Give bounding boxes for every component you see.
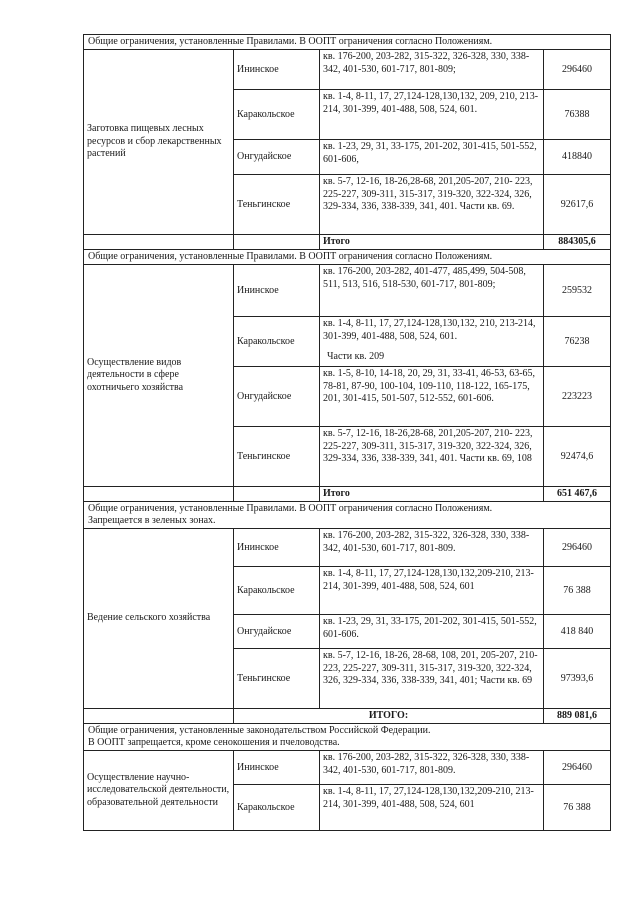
section-note-line1: Общие ограничения, установленные законодательством Российской Федерации. [88,725,431,736]
section-note-line2: В ООПТ запрещается, кроме сенокошения и пчеловодства. [88,737,340,748]
area-cell: 296460 [544,529,611,567]
district-cell: Каракольское [234,785,320,831]
table-row [84,265,611,317]
quarters-cell: кв. 5-7, 12-16, 18-26,28-68, 201,205-207, 210- 223, 225-227, 309-311, 315-317, 319-320, 322-324, 326, 329-334, 336, 338-339, 341, 401. Части кв. 69, 108 [320,427,544,487]
area-cell: 296460 [544,50,611,90]
area-cell: 76 388 [544,567,611,615]
table-row [84,751,611,785]
section-note [84,502,611,529]
quarters-cell: кв. 1-4, 8-11, 17, 27,124-128,130,132,209-210, 213-214, 301-399, 401-488, 508, 524, 601 [320,785,544,831]
area-cell: 259532 [544,265,611,317]
total-value: 651 467,6 [544,487,611,502]
activity-cell: Осуществление видов деятельности в сфере охотничьего хозяйства [84,265,234,487]
section-note: Общие ограничения, установленные Правилами. В ООПТ ограничения согласно Положениям. [84,35,611,50]
section-note-row [84,502,611,529]
area-cell: 76 388 [544,785,611,831]
section-note: Общие ограничения, установленные Правилами. В ООПТ ограничения согласно Положениям. [84,250,611,265]
district-cell: Ининское [234,751,320,785]
district-cell: Каракольское [234,567,320,615]
area-cell: 418 840 [544,615,611,649]
district-cell: Онгудайское [234,367,320,427]
quarters-cell: кв. 176-200, 203-282, 315-322, 326-328, 330, 338-342, 401-530, 601-717, 801-809. [320,751,544,785]
total-row [84,235,611,250]
quarters-cell: кв. 176-200, 203-282, 315-322, 326-328, 330, 338-342, 401-530, 601-717, 801-809. [320,529,544,567]
total-label: Итого [320,487,544,502]
area-cell: 92617,6 [544,175,611,235]
area-cell: 223223 [544,367,611,427]
district-cell: Теньгинское [234,649,320,709]
total-value: 889 081,6 [544,709,611,724]
table-row [84,50,611,90]
forest-use-table [83,34,611,831]
district-cell: Ининское [234,529,320,567]
section-note-line1: Общие ограничения, установленные Правилами. В ООПТ ограничения согласно Положениям. [88,503,493,514]
section-note-line2: Запрещается в зеленых зонах. [88,515,216,526]
area-cell: 92474,6 [544,427,611,487]
quarters-cell: кв. 1-5, 8-10, 14-18, 20, 29, 31, 33-41, 46-53, 63-65, 78-81, 87-90, 100-104, 109-110, 118-122, 165-175, 201, 301-415, 501-507, 512-552, 601-606. [320,367,544,427]
area-cell: 76238 [544,317,611,367]
quarters-cell: кв. 176-200, 203-282, 401-477, 485,499, 504-508, 511, 513, 516, 518-530, 601-717, 801-809; [320,265,544,317]
quarters-cell: кв. 176-200, 203-282, 315-322, 326-328, 330, 338-342, 401-530, 601-717, 801-809; [320,50,544,90]
total-label: ИТОГО: [234,709,544,724]
quarters-cell [320,317,544,367]
district-cell: Ининское [234,50,320,90]
section-note-row [84,35,611,50]
total-row [84,487,611,502]
district-cell: Каракольское [234,317,320,367]
area-cell: 76388 [544,90,611,140]
quarters-cell: кв. 5-7, 12-16, 18-26, 28-68, 108, 201, 205-207, 210-223, 225-227, 309-311, 315-317, 319-320, 322-324, 326, 329-334, 336, 338-339, 341, 401; Части кв. 69 [320,649,544,709]
activity-cell: Заготовка пищевых лесных ресурсов и сбор лекарственных растений [84,50,234,235]
quarters-cell: кв. 5-7, 12-16, 18-26,28-68, 201,205-207, 210- 223, 225-227, 309-311, 315-317, 319-320, 322-324, 326, 329-334, 336, 338-339, 341, 401. Части кв. 69. [320,175,544,235]
quarters-extra: Части кв. 209 [327,351,385,362]
section-note [84,724,611,751]
section-note-row [84,250,611,265]
area-cell: 418840 [544,140,611,175]
quarters-cell: кв. 1-23, 29, 31, 33-175, 201-202, 301-415, 501-552, 601-606. [320,615,544,649]
quarters-cell: кв. 1-4, 8-11, 17, 27,124-128,130,132,209-210, 213-214, 301-399, 401-488, 508, 524, 601 [320,567,544,615]
activity-cell: Осуществление научно-исследовательской деятельности, образовательной деятельности [84,751,234,831]
table-row [84,529,611,567]
district-cell: Ининское [234,265,320,317]
total-value: 884305,6 [544,235,611,250]
activity-cell: Ведение сельского хозяйства [84,529,234,709]
district-cell: Онгудайское [234,140,320,175]
total-label: Итого [320,235,544,250]
district-cell: Онгудайское [234,615,320,649]
district-cell: Теньгинское [234,175,320,235]
quarters-cell: кв. 1-4, 8-11, 17, 27,124-128,130,132, 209, 210, 213-214, 301-399, 401-488, 508, 524, 601. [320,90,544,140]
district-cell: Теньгинское [234,427,320,487]
area-cell: 97393,6 [544,649,611,709]
area-cell: 296460 [544,751,611,785]
quarters-text: кв. 1-4, 8-11, 17, 27,124-128,130,132, 210, 213-214, 301-399, 401-488, 508, 524, 601. [323,318,536,342]
district-cell: Каракольское [234,90,320,140]
total-row [84,709,611,724]
quarters-cell: кв. 1-23, 29, 31, 33-175, 201-202, 301-415, 501-552, 601-606, [320,140,544,175]
section-note-row [84,724,611,751]
